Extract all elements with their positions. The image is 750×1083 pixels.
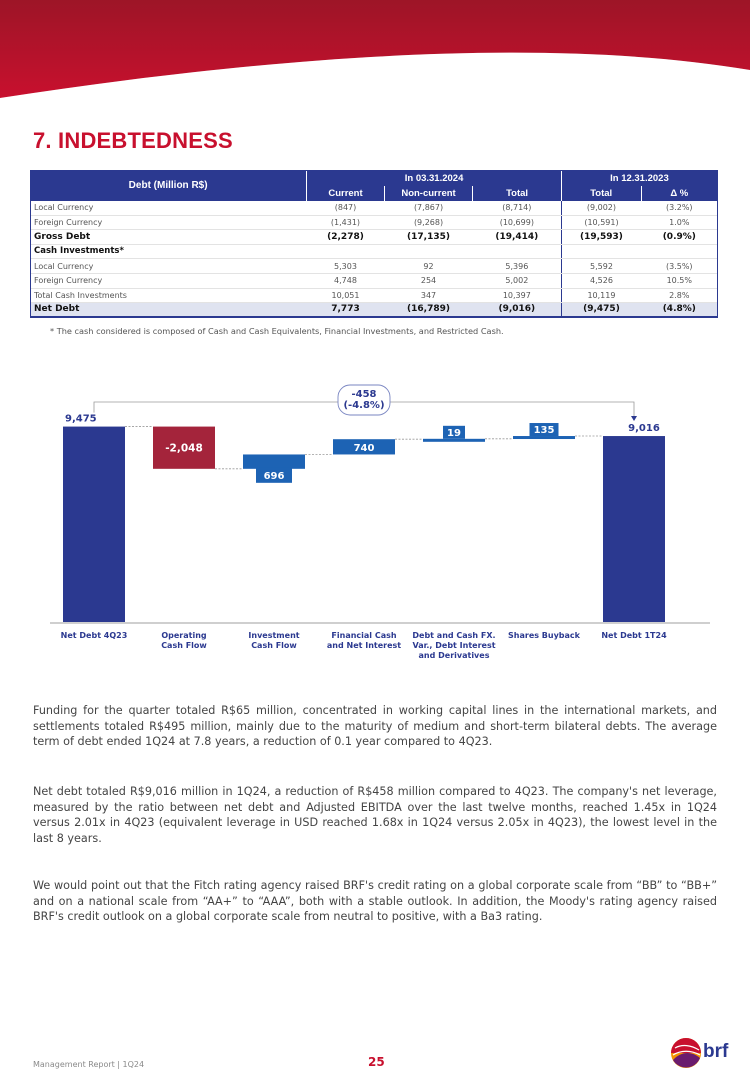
- category-label: and Derivatives: [418, 651, 490, 660]
- row-label: Foreign Currency: [30, 274, 307, 289]
- table-cell: (10,591): [561, 215, 641, 230]
- table-cell: (9,268): [384, 215, 473, 230]
- table-cell: (19,414): [473, 230, 562, 245]
- table-cell: 5,592: [561, 259, 641, 274]
- waterfall-bar: [603, 436, 665, 622]
- table-row: [30, 201, 718, 216]
- change-label: (-4.8%): [343, 400, 385, 411]
- brf-logo-text: brf: [703, 1041, 729, 1062]
- group-header-current: In 03.31.2024: [307, 170, 562, 186]
- table-row-net-debt: [30, 303, 718, 318]
- row-label: Local Currency: [30, 259, 307, 274]
- table-cell: 4,526: [561, 274, 641, 289]
- table-cell: (3.5%): [641, 259, 717, 274]
- change-label: -458: [351, 389, 377, 400]
- table-cell: 10.5%: [641, 274, 717, 289]
- table-cell: 92: [384, 259, 473, 274]
- table-cell: 2.8%: [641, 288, 717, 303]
- table-footnote: * The cash considered is composed of Cash and Cash Equivalents, Financial Investments, and Restricted Cash.: [50, 326, 504, 336]
- table-cell: (16,789): [384, 303, 473, 318]
- table-cell: 254: [384, 274, 473, 289]
- category-label: Debt and Cash FX.: [412, 631, 496, 640]
- debt-table: [30, 170, 718, 318]
- bar-value-label: 135: [533, 425, 555, 437]
- table-cell: (0.9%): [641, 230, 717, 245]
- table-cell: 1.0%: [641, 215, 717, 230]
- table-row: [30, 259, 718, 274]
- row-label: Net Debt: [30, 303, 307, 318]
- bar-value-label: 696: [263, 470, 285, 482]
- table-cell: (9,475): [561, 303, 641, 318]
- waterfall-bar: [513, 436, 575, 439]
- chart-canvas: [40, 380, 720, 670]
- paragraph-funding: Funding for the quarter totaled R$65 million, concentrated in working capital lines in the international markets, and settlements totaled R$495 million, mainly due to the maturity of medium and short-term bilateral debts. The average term of debt ended 1Q24 at 7.8 years, a reduction of 0.1 year compared to 4Q23.: [33, 704, 717, 749]
- category-label: Cash Flow: [251, 641, 297, 650]
- table-cell: 4,748: [307, 274, 384, 289]
- category-label: Shares Buyback: [508, 631, 580, 640]
- category-label: Investment: [248, 631, 300, 640]
- table-cell: (4.8%): [641, 303, 717, 318]
- table-cell: (17,135): [384, 230, 473, 245]
- table-cell: [384, 244, 473, 259]
- row-label: Cash Investments*: [30, 244, 307, 259]
- bar-value-label: 9,475: [65, 413, 97, 425]
- paragraph-net-debt: Net debt totaled R$9,016 million in 1Q24, a reduction of R$458 million compared to 4Q23. The company's net leverage, measured by the ratio between net debt and Adjusted EBITDA over the last twelve months, reached 1.45x in 1Q24 versus 2.01x in 4Q23 (equivalent leverage in USD reached 1.68x in 1Q24 versus 2.05x in 4Q23), the lowest level in the last 8 years.: [33, 785, 717, 845]
- bar-value-label: -2,048: [165, 442, 203, 455]
- table-cell: 10,397: [473, 288, 562, 303]
- category-label: Net Debt 1T24: [601, 631, 667, 640]
- page-number: 25: [368, 1055, 385, 1069]
- net-debt-waterfall-chart: [40, 380, 720, 670]
- table-cell: [307, 244, 384, 259]
- column-header: Non-current: [384, 186, 473, 201]
- bar-value-label: 740: [353, 442, 375, 454]
- table-cell: 5,303: [307, 259, 384, 274]
- category-label: Operating: [161, 631, 207, 640]
- table-cell: (3.2%): [641, 201, 717, 216]
- row-label: Gross Debt: [30, 230, 307, 245]
- table-cell: 347: [384, 288, 473, 303]
- bar-value-label: 9,016: [628, 423, 660, 435]
- bar-value-label: 19: [447, 427, 461, 439]
- paragraph-ratings: We would point out that the Fitch rating agency raised BRF's credit rating on a global corporate scale from “BB” to “BB+” and on a national scale from “AA+” to “AAA”, both with a stable outlook. In addition, the Moody's rating agency raised BRF's credit outlook on a global corporate scale from neutral to positive, with a Ba3 rating.: [33, 879, 717, 924]
- waterfall-bar: [423, 439, 485, 442]
- table-cell: [473, 244, 562, 259]
- table-cell: [561, 244, 641, 259]
- table-row: [30, 215, 718, 230]
- table-corner-header: Debt (Million R$): [30, 170, 307, 201]
- table-cell: [641, 244, 717, 259]
- table-cell: (8,714): [473, 201, 562, 216]
- table-cell: 10,119: [561, 288, 641, 303]
- table-cell: (9,016): [473, 303, 562, 318]
- waterfall-bar: [243, 454, 305, 468]
- footer-report-label: Management Report | 1Q24: [33, 1060, 145, 1069]
- column-header: Δ %: [641, 186, 717, 201]
- section-title: 7. INDEBTEDNESS: [33, 128, 233, 153]
- header-banner: [0, 0, 750, 100]
- table-cell: (847): [307, 201, 384, 216]
- table-cell: 5,002: [473, 274, 562, 289]
- table-cell: (7,867): [384, 201, 473, 216]
- category-label: Financial Cash: [331, 631, 397, 640]
- row-label: Local Currency: [30, 201, 307, 216]
- table-cell: 5,396: [473, 259, 562, 274]
- table-row: [30, 274, 718, 289]
- table-row-gross-debt: [30, 230, 718, 245]
- table-cell: (1,431): [307, 215, 384, 230]
- column-header: Total: [561, 186, 641, 201]
- category-label: Cash Flow: [161, 641, 207, 650]
- table-cell: 10,051: [307, 288, 384, 303]
- table-cell: (2,278): [307, 230, 384, 245]
- table-row: [30, 288, 718, 303]
- category-label: Var., Debt Interest: [412, 641, 496, 650]
- column-header: Current: [307, 186, 384, 201]
- waterfall-bar: [63, 427, 125, 622]
- table-cell: (10,699): [473, 215, 562, 230]
- column-header: Total: [473, 186, 562, 201]
- category-label: Net Debt 4Q23: [60, 631, 128, 640]
- row-label: Total Cash Investments: [30, 288, 307, 303]
- table-cell: (9,002): [561, 201, 641, 216]
- category-label: and Net Interest: [326, 641, 402, 650]
- change-bracket-arrow: [631, 416, 637, 421]
- table-cell: (19,593): [561, 230, 641, 245]
- table-row-cash-investments: [30, 244, 718, 259]
- table-cell: 7,773: [307, 303, 384, 318]
- row-label: Foreign Currency: [30, 215, 307, 230]
- group-header-previous: In 12.31.2023: [561, 170, 717, 186]
